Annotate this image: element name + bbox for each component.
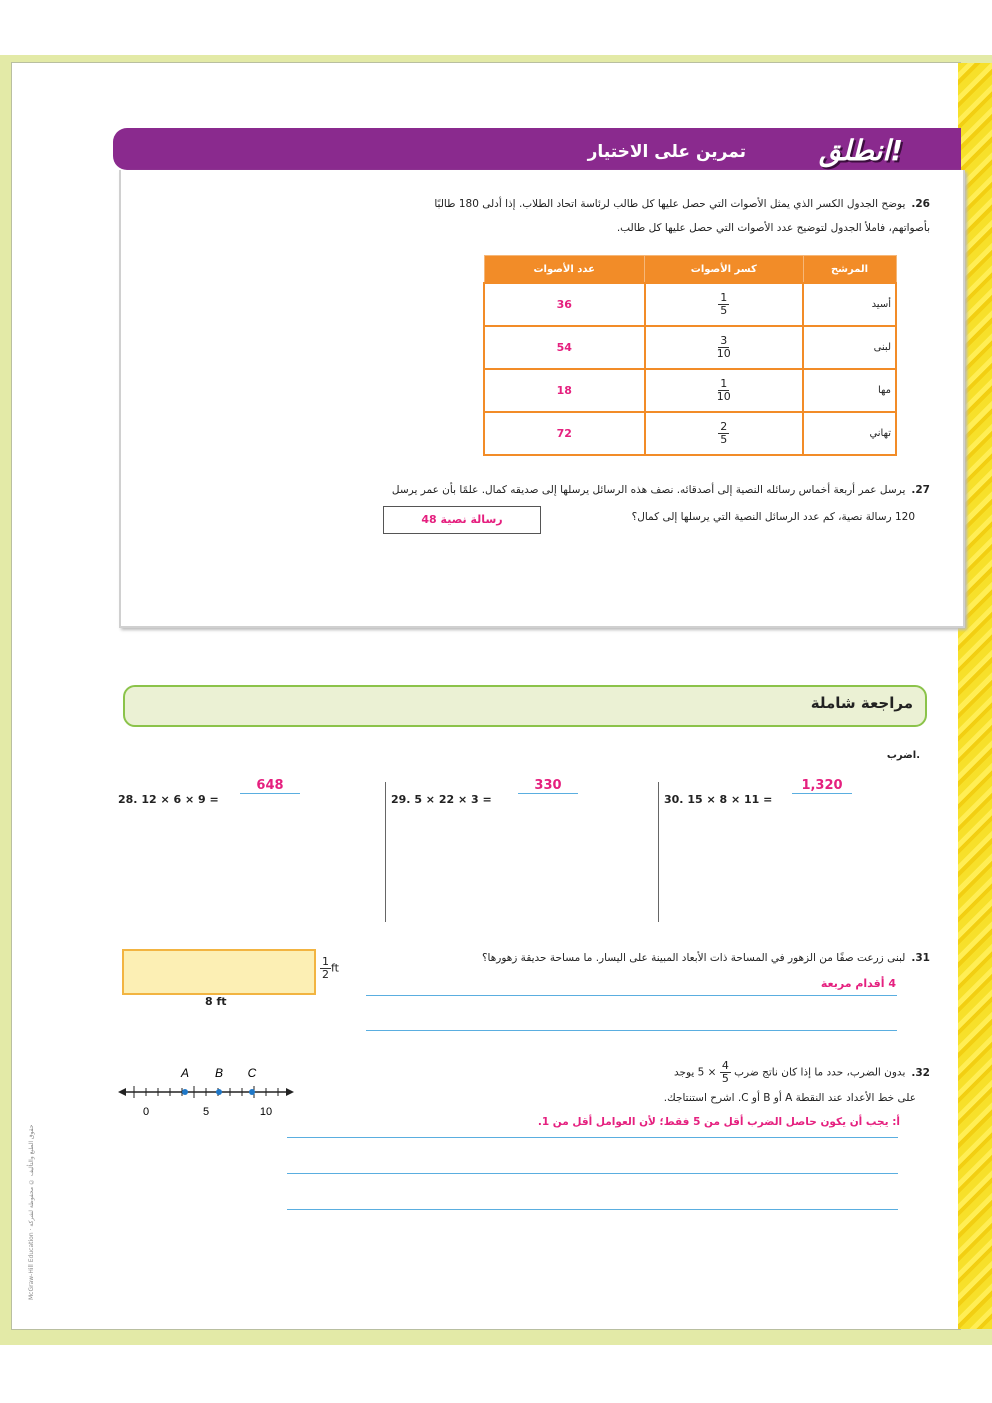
vote-fraction: $\frac{2}{5}$ xyxy=(645,412,804,455)
label-c: C xyxy=(247,1066,257,1080)
answer-line xyxy=(366,995,897,996)
candidate-name: تهاني xyxy=(803,412,896,455)
table-header-row xyxy=(484,256,896,284)
header-votes: عدد الأصوات xyxy=(484,256,645,284)
label-a: A xyxy=(180,1066,190,1080)
divider xyxy=(385,782,386,922)
width-label: 8 ft xyxy=(205,995,227,1008)
q26-line1: يوضح الجدول الكسر الذي يمثل الأصوات التي حصل عليها كل طالب لرئاسة اتحاد الطلاب. إذا أدلى 180 طالبًا xyxy=(434,198,906,210)
point-b xyxy=(216,1089,222,1095)
vote-count[interactable]: 36 xyxy=(484,283,645,326)
point-c xyxy=(249,1089,255,1095)
q26-text xyxy=(290,192,930,240)
q31-number: 31. xyxy=(911,952,930,964)
label-b: B xyxy=(214,1066,224,1080)
q27-line2-wrap xyxy=(545,505,915,529)
table-row xyxy=(484,412,896,455)
answer-line xyxy=(366,1030,897,1031)
q26-line2: بأصواتهم، فاملأ الجدول لتوضيح عدد الأصوات التي حصل عليها كل طالب. xyxy=(616,222,930,234)
number-line xyxy=(118,1062,298,1122)
candidate-name: أسيد xyxy=(803,283,896,326)
table-row xyxy=(484,369,896,412)
q32-text1b: × 5 يوجد xyxy=(673,1066,717,1079)
votes-table xyxy=(483,255,897,456)
q32-answer[interactable]: أ: يجب أن يكون حاصل الضرب أقل من 5 فقط؛ لأن العوامل أقل من 1. xyxy=(537,1116,900,1128)
vote-count[interactable]: 18 xyxy=(484,369,645,412)
q28-answer[interactable]: 648 xyxy=(240,778,300,794)
q32-frac-num: 4 xyxy=(721,1059,729,1072)
q32-number: 32. xyxy=(911,1066,930,1079)
banner-subtitle: تمرين على الاختيار xyxy=(587,142,746,162)
review-banner xyxy=(123,685,927,727)
banner-title: انطلق! xyxy=(819,134,903,167)
left-arrow-icon xyxy=(118,1088,126,1096)
candidate-name: لبنى xyxy=(803,326,896,369)
review-instruction: اضرب. xyxy=(886,750,920,761)
point-a xyxy=(182,1089,188,1095)
divider xyxy=(658,782,659,922)
q31-text xyxy=(360,946,930,970)
height-unit: ft xyxy=(331,961,339,975)
vote-count[interactable]: 72 xyxy=(484,412,645,455)
copyright-note: McGraw-Hill Education · حقوق الطبع والتأليف © محفوظة لشركة xyxy=(28,1124,35,1300)
q27-number: 27. xyxy=(911,484,930,496)
q29-expression: 29. 5 × 22 × 3 = xyxy=(391,793,492,806)
header-fraction: كسر الأصوات xyxy=(645,256,804,284)
q30-expression: 30. 15 × 8 × 11 = xyxy=(664,793,773,806)
section-banner xyxy=(113,128,961,170)
table-row xyxy=(484,326,896,369)
right-arrow-icon xyxy=(286,1088,294,1096)
table-row xyxy=(484,283,896,326)
q27-line2: 120 رسالة نصية، كم عدد الرسائل النصية التي يرسلها إلى كمال؟ xyxy=(631,511,915,523)
q30-answer[interactable]: 1,320 xyxy=(792,778,852,794)
q32-fraction xyxy=(720,1060,731,1085)
height-fraction xyxy=(320,956,331,981)
q32-frac-den: 5 xyxy=(721,1072,729,1085)
q27-text xyxy=(280,478,930,502)
vote-fraction: $\frac{1}{10}$ xyxy=(645,369,804,412)
q29-answer[interactable]: 330 xyxy=(518,778,578,794)
header-candidate: المرشح xyxy=(803,256,896,284)
q32-text1a: بدون الضرب، حدد ما إذا كان ناتج ضرب xyxy=(734,1066,906,1079)
q32-line2: على خط الأعداد عند النقطة A أو B أو C. اشرح استنتاجك. xyxy=(663,1092,916,1104)
tick-0: 0 xyxy=(142,1106,150,1118)
q27-answer-box[interactable]: 48 رسالة نصية xyxy=(383,506,541,534)
vote-fraction: $\frac{1}{5}$ xyxy=(645,283,804,326)
q32-line1 xyxy=(470,1060,930,1085)
q26-number: 26. xyxy=(911,198,930,210)
height-label xyxy=(320,956,339,981)
vote-count[interactable]: 54 xyxy=(484,326,645,369)
answer-line xyxy=(287,1137,898,1138)
vote-fraction: $\frac{3}{10}$ xyxy=(645,326,804,369)
height-num: 1 xyxy=(322,955,329,968)
height-den: 2 xyxy=(322,968,329,981)
tick-5: 5 xyxy=(202,1106,210,1118)
candidate-name: مها xyxy=(803,369,896,412)
q28-expression: 28. 12 × 6 × 9 = xyxy=(118,793,219,806)
q27-line1: يرسل عمر أربعة أخماس رسائله النصية إلى أصدقائه. نصف هذه الرسائل يرسلها إلى صديقه كمال. علمًا بأن عمر يرسل xyxy=(391,484,906,496)
q31-question: لبنى زرعت صفًا من الزهور في المساحة ذات الأبعاد المبينة على اليسار. ما مساحة حديقة زهورها؟ xyxy=(481,952,906,964)
tick-10: 10 xyxy=(259,1106,273,1118)
review-title: مراجعة شاملة xyxy=(810,694,913,712)
answer-line xyxy=(287,1209,898,1210)
garden-rectangle xyxy=(122,949,316,995)
q31-answer[interactable]: 4 أقدام مربعة xyxy=(820,977,896,990)
answer-line xyxy=(287,1173,898,1174)
